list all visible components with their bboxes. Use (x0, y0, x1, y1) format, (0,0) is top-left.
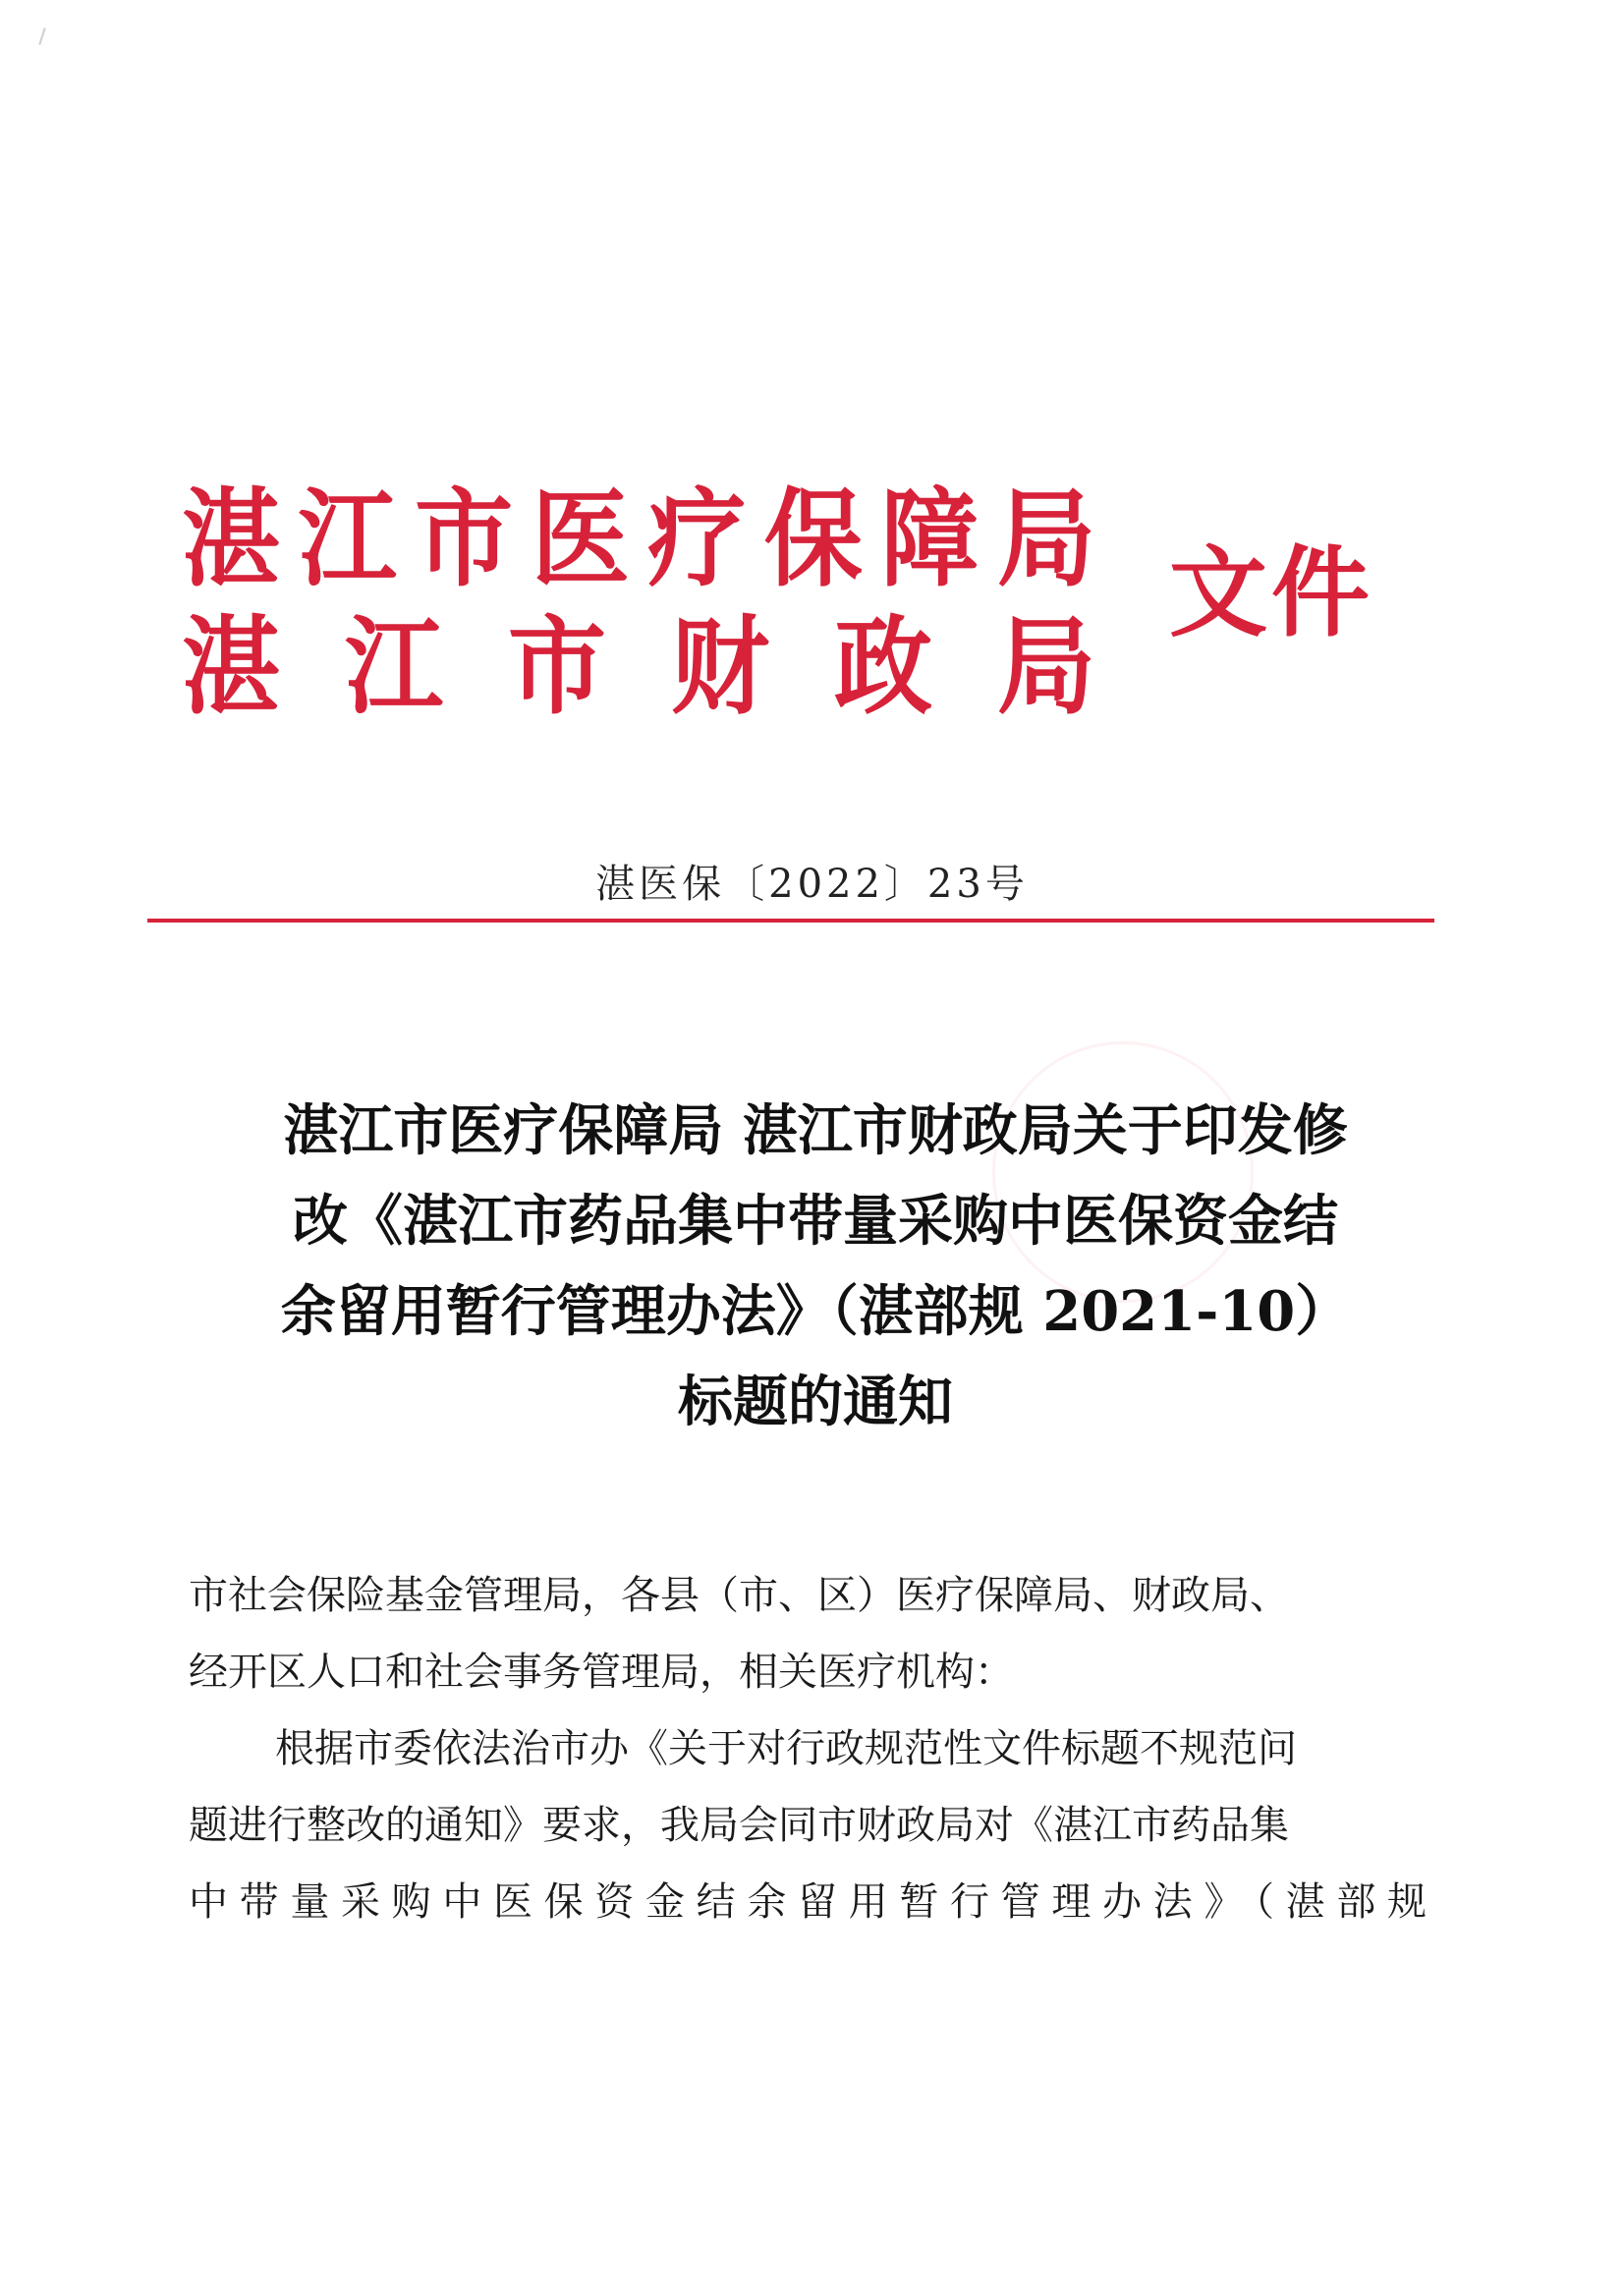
masthead-char: 局 (997, 603, 1095, 729)
document-title (177, 1086, 1454, 1447)
masthead-char: 局 (996, 476, 1095, 601)
title-line: 湛江市医疗保障局 湛江市财政局关于印发修 (283, 1098, 1348, 1163)
masthead-char: 医 (531, 476, 630, 601)
masthead-char: 市 (415, 476, 514, 601)
masthead-char: 湛 (182, 603, 280, 729)
masthead-char: 政 (834, 603, 932, 729)
masthead-char: 疗 (647, 476, 747, 601)
masthead-char: 江 (345, 603, 443, 729)
masthead-organ-2 (182, 603, 1095, 729)
addressee-line: 经开区人口和社会事务管理局，相关医疗机构： (189, 1650, 1014, 1695)
paragraph-line: 中带量采购中医保资金结余留用暂行管理办法》（湛部规 (189, 1879, 1427, 1925)
paragraph-line: 根据市委依法治市办《关于对行政规范性文件标题不规范问 (275, 1726, 1297, 1771)
addressee-line: 市社会保险基金管理局，各县（市、区）医疗保障局、财政局、 (189, 1573, 1289, 1618)
masthead-char: 障 (880, 476, 980, 601)
masthead-char: 江 (298, 476, 397, 601)
document-number: 湛医保〔2022〕23号 (595, 862, 1029, 907)
masthead-char: 保 (763, 476, 863, 601)
title-line: 改《湛江市药品集中带量采购中医保资金结 (293, 1189, 1338, 1254)
masthead-char: 市 (508, 603, 606, 729)
masthead (182, 476, 1390, 735)
title-line: 标题的通知 (678, 1370, 953, 1434)
masthead-char: 财 (671, 603, 769, 729)
document-body (189, 1557, 1427, 1940)
title-line: 余留用暂行管理办法》（湛部规 2021-10） (280, 1279, 1351, 1344)
masthead-char: 湛 (182, 476, 280, 601)
scan-mark (38, 28, 45, 45)
masthead-organ-1 (182, 476, 1095, 601)
red-separator-line (147, 919, 1434, 923)
masthead-suffix: 文件 (1169, 534, 1373, 650)
paragraph-line: 题进行整改的通知》要求，我局会同市财政局对《湛江市药品集 (189, 1803, 1289, 1848)
